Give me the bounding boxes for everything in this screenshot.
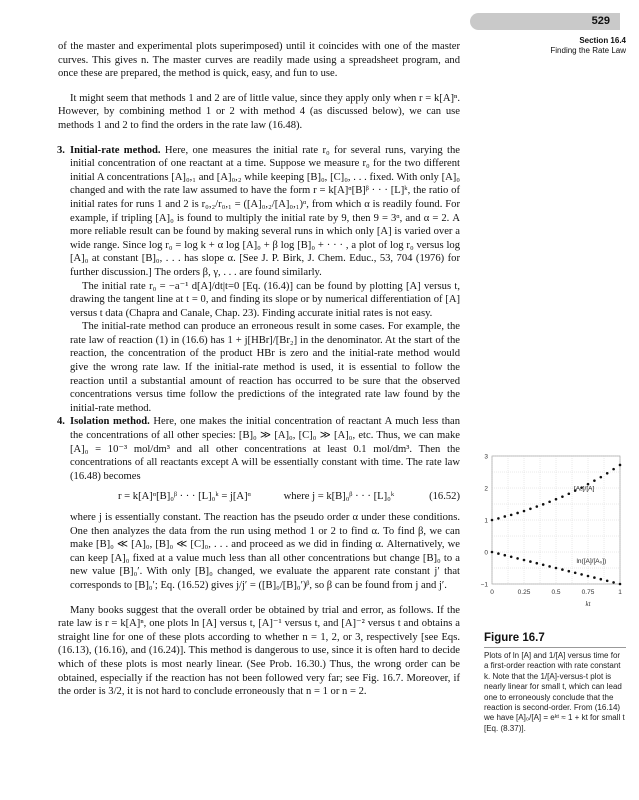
data-point-series-1 — [504, 554, 507, 557]
data-point-series-0 — [561, 495, 564, 498]
section-number: Section 16.4 — [579, 36, 626, 45]
data-point-series-0 — [542, 503, 545, 506]
data-point-series-1 — [510, 556, 513, 559]
paragraph-last: Many books suggest that the overall order be obtained by trial and error, as follows. If the rate law is r = k[A]ⁿ, one plots ln [A] versus t, [A]⁻¹ versus t, and [A]⁻² versus t and obtains a straight line for one of these plots according to whether n = 1, 2, or 3, respectively [see Eqs. (16.13), (16.16), and (16.24)]. This method is dangerous to use, since it is often hard to decide which of these plots is most nearly linear. (See Prob. 16.30.) Thus, the wrong order can be obtained, especially if the reaction has not been followed very far; see Fig. 16.7. Moreover, if the order is 3/2, it is not hard to conclude erroneously that n = 1 or n = 2. — [58, 604, 460, 698]
data-point-series-0 — [593, 479, 596, 482]
data-point-series-1 — [593, 576, 596, 579]
data-point-series-1 — [574, 572, 577, 575]
series-label-inverse: [A₀]/[A] — [573, 485, 595, 493]
section-title: Finding the Rate Law — [550, 46, 626, 55]
figure-caption: Plots of ln [A] and 1/[A] versus time for a first-order reaction with rate constant k. Note that the 1/[A]-versus-t plot is nearly linear for small t, which can lead one to erroneously conclude that the reaction is second-order. From (16.14) we have [A]₀/[A] = eᵏᵗ ≈ 1 + kt for small t [Eq. (8.37)]. — [484, 651, 625, 733]
equation-main: r = k[A]ᵅ[B]₀ᵝ · · · [L]₀ᵏ = j[A]ᵅ — [118, 491, 251, 503]
x-axis-label: kt — [585, 600, 591, 608]
item-heading-3: Initial-rate method. — [70, 144, 161, 156]
data-point-series-0 — [555, 498, 558, 501]
equation-16-52 — [58, 483, 460, 511]
item-3-paragraph-3: The initial-rate method can produce an erroneous result in some cases. For example, the rate law of reaction (1) in (16.6) has 1 + j[HBr]/[Br₂] in the denominator. At the start of the reaction, the concentration of the product HBr is zero and the initial-rate method would give the wrong rate law. If the initial-rate method is used, it is essential to follow the reaction until a substantial amount of reaction has occurred to be sure that the observed concentrations versus time follow the predictions of the integrated rate law found by the initial-rate method. — [70, 321, 460, 414]
y-tick-label: 3 — [484, 453, 488, 461]
figure-16-7-chart — [478, 448, 626, 618]
item-3-paragraph-2: The initial rate r₀ = −a⁻¹ d[A]/dt|t=0 [Eq. (16.4)] can be found by plotting [A] versus t, drawing the tangent line at t = 0, and finding its slope or by numerical differentiation of [A] versus t data (Chapra and Canale, Chap. 23). Finding accurate initial rates is not easy. — [70, 280, 460, 319]
section-label — [520, 36, 626, 56]
data-point-series-1 — [619, 583, 622, 586]
y-tick-label: 1 — [484, 517, 488, 525]
data-point-series-1 — [587, 575, 590, 578]
data-point-series-0 — [606, 472, 609, 475]
item-heading-4: Isolation method. — [70, 416, 150, 428]
data-point-series-0 — [523, 510, 526, 513]
data-point-series-0 — [491, 519, 494, 522]
data-point-series-0 — [548, 500, 551, 503]
data-point-series-0 — [504, 515, 507, 518]
x-tick-label: 0.5 — [551, 589, 561, 596]
data-point-series-0 — [516, 512, 519, 515]
data-point-series-1 — [536, 562, 539, 565]
data-point-series-1 — [491, 551, 494, 554]
equation-number: (16.52) — [429, 491, 460, 503]
data-point-series-1 — [580, 573, 583, 576]
paragraph-1: of the master and experimental plots superimposed) until it coincides with one of the master curves. This gives n. The master curves are readily made using a spreadsheet program, and once these are prepared, the method is quick, easy, and fun to use. — [58, 41, 460, 80]
data-point-series-0 — [536, 505, 539, 508]
page-number: 529 — [591, 15, 610, 27]
x-tick-label: 0 — [490, 589, 494, 596]
data-point-series-0 — [612, 468, 615, 471]
data-point-series-0 — [510, 514, 513, 517]
y-tick-label: −1 — [480, 581, 488, 589]
item-number-4: 4. — [57, 416, 65, 428]
data-point-series-0 — [619, 464, 622, 467]
data-point-series-1 — [497, 552, 500, 555]
y-tick-label: 0 — [484, 549, 488, 557]
data-point-series-1 — [529, 560, 532, 563]
data-point-series-1 — [548, 565, 551, 568]
list-item-4 — [58, 415, 460, 483]
data-point-series-0 — [600, 476, 603, 479]
main-text — [58, 40, 460, 699]
data-point-series-1 — [612, 581, 615, 584]
y-tick-label: 2 — [484, 485, 488, 493]
data-point-series-1 — [561, 568, 564, 571]
data-point-series-1 — [600, 578, 603, 581]
item-text-4: Here, one makes the initial concentration of reactant A much less than the concentrations of all other species: [B]₀ ≫ [A]₀, [C]₀ ≫ [A]₀, etc. Thus, we can make [A]₀ = 10⁻³ mol/dm³ and all other concentrations at least 0.1 mol/dm³. Then the concentrations of all reactants except A will be essentially constant with time. The rate law (16.48) becomes — [70, 416, 460, 482]
item-text-3: Here, one measures the initial rate r₀ for several runs, varying the initial concentration of one reactant at a time. Suppose we measure r₀ for the two different initial A concentrations [A]₀,₁ and [A]₀,₂ while keeping [B]₀, [C]₀, . . . fixed. With only [A]₀ changed and with the rate law assumed to have the form r = k[A]ᵅ[B]ᵝ · · · [L]ᵏ, the ratio of initial rates for runs 1 and 2 is r₀,₂/r₀,₁ = ([A]₀,₂/[A]₀,₁)ᵅ, from which α is readily found. For example, if tripling [A]₀ is found to multiply the initial rate by 9, then 9 = 3ᵅ, and α = 2. A more reliable result can be found by making several runs in which only [A] is varied over a wide range. Since log r₀ = log k + α log [A]₀ + β log [B]₀ + · · · , a plot of log r₀ versus log [A]₀ at constant [B]₀, . . . has slope α. [See J. P. Birk, J. Chem. Educ., 53, 704 (1976) for further discussion.] The orders β, γ, . . . are found similarly. — [70, 144, 460, 278]
data-point-series-0 — [529, 508, 532, 511]
caption-divider — [484, 647, 626, 648]
item-4-paragraph-2: where j is essentially constant. The reaction has the pseudo order α under these conditions. One then analyzes the data from the run using method 1 or 2 to find α. To find β, we can make [B]₀ ≪ [A]₀, [B]₀ ≪ [C]₀, . . . and proceed as we did in finding α. Alternatively, we can keep [A]₀ fixed at a value much less than all other concentrations but change [B]₀ to a new value [B]₀′. With only [B]₀ changed, we evaluate the apparent rate constant j′ that corresponds to [B]₀′; Eq. (16.52) gives j/j′ = ([B]₀/[B]₀′)ᵝ, so β can be found from j and j′. — [70, 512, 460, 591]
x-tick-label: 0.75 — [581, 589, 595, 596]
data-point-series-1 — [606, 580, 609, 583]
paragraph-2: It might seem that methods 1 and 2 are of little value, since they apply only when r = k[A]ⁿ. However, by combining method 1 or 2 with method 4 (as discussed below), we can use methods 1 and 2 to find the orders in the rate law (16.48). — [58, 92, 460, 131]
data-point-series-1 — [523, 559, 526, 562]
data-point-series-1 — [555, 567, 558, 570]
data-point-series-0 — [568, 492, 571, 495]
data-point-series-0 — [497, 517, 500, 520]
data-point-series-1 — [542, 564, 545, 567]
equation-where: where j = k[B]₀ᵝ · · · [L]₀ᵏ — [283, 491, 395, 503]
series-label-log: ln([A]/[A₀]) — [576, 557, 607, 565]
x-tick-label: 1 — [618, 589, 622, 596]
data-point-series-1 — [516, 557, 519, 560]
x-tick-label: 0.25 — [517, 589, 531, 596]
item-number-3: 3. — [57, 144, 65, 156]
figure-title: Figure 16.7 — [484, 632, 545, 644]
page-number-bar — [470, 13, 620, 30]
list-item-3 — [58, 144, 460, 280]
data-point-series-1 — [568, 570, 571, 573]
